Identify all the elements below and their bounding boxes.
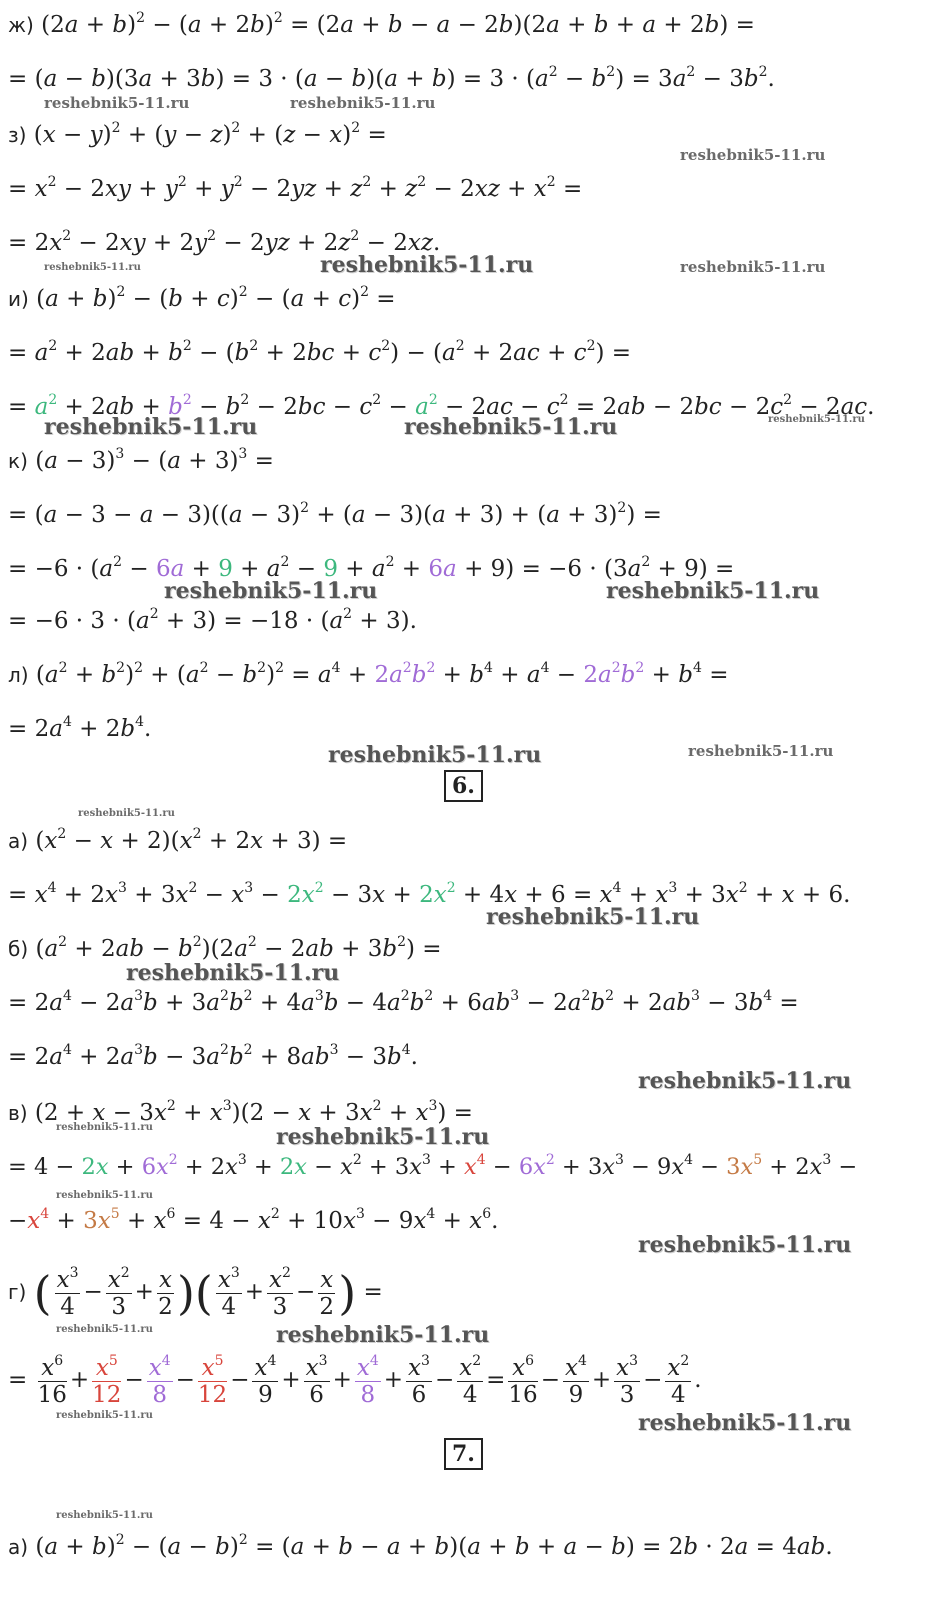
watermark: reshebnik5-11.ru <box>56 1324 153 1335</box>
line-l-2: = $2a^4 + 2b^4$. <box>8 714 152 742</box>
item-label-i: и) <box>8 287 29 311</box>
watermark: reshebnik5-11.ru <box>44 262 141 273</box>
line-v-3: $-x^4 + 3x^5 + x^6 = 4 - x^2 + 10x^3 - 9x^4 + x^6$. <box>8 1206 499 1234</box>
watermark: reshebnik5-11.ru <box>56 1190 153 1201</box>
item-label-b: б) <box>8 937 29 961</box>
line-k-2: = $(a - 3 - a - 3)((a - 3)^2 + (a - 3)(a + 3) + (a + 3)^2)$ = <box>8 500 662 528</box>
watermark: reshebnik5-11.ru <box>276 1322 490 1348</box>
watermark: reshebnik5-11.ru <box>56 1410 153 1421</box>
section-number-6: 6. <box>444 770 483 802</box>
watermark: reshebnik5-11.ru <box>276 1124 490 1150</box>
line-k-4: = $-6 \cdot 3 \cdot (a^2 + 3) = -18 \cdot (a^2 + 3)$. <box>8 606 417 634</box>
line-a-1: а) $(x^2 - x + 2)(x^2 + 2x + 3)$ = <box>8 826 348 854</box>
watermark: reshebnik5-11.ru <box>638 1068 852 1094</box>
watermark: reshebnik5-11.ru <box>78 808 175 819</box>
line-g-2: = $\frac{x^6}{16}$ + $\frac{x^5}{12}$ − $\frac{x^4}{8}$ − $\frac{x^5}{12}$ − $\frac{x^4}{9}$ + $\frac{x^3}{6}$ + $\frac{x^4}{8}$ + $\frac{x^3}{6}$ − $\frac{x^2}{4}$ = $\frac{x^6}{16}$ − $\frac{x^4}{9}$ + $\frac{x^3}{3}$ − $\frac{x^2}{4}$ . <box>8 1352 702 1408</box>
line-z-2: = $x^2 - 2xy + y^2 + y^2 - 2yz + z^2 + z^2 - 2xz + x^2$ = <box>8 174 583 202</box>
line-a7-1: а) $(a + b)^2 - (a - b)^2 = (a + b - a + b)(a + b + a - b) = 2b \cdot 2a = 4ab$. <box>8 1532 833 1560</box>
line-i-1: и) $(a + b)^2 - (b + c)^2 - (a + c)^2$ = <box>8 284 396 312</box>
item-label-l: л) <box>8 663 29 687</box>
line-z-3: = $2x^2 - 2xy + 2y^2 - 2yz + 2z^2 - 2xz$. <box>8 228 441 256</box>
watermark: reshebnik5-11.ru <box>486 904 700 930</box>
line-i-2: = $a^2 + 2ab + b^2 - (b^2 + 2bc + c^2) - (a^2 + 2ac + c^2)$ = <box>8 338 632 366</box>
item-label-v: в) <box>8 1101 28 1125</box>
item-label-z: з) <box>8 123 27 147</box>
line-b-2: = $2a^4 - 2a^3b + 3a^2b^2 + 4a^3b - 4a^2b^2 + 6ab^3 - 2a^2b^2 + 2ab^3 - 3b^4$ = <box>8 988 799 1016</box>
watermark: reshebnik5-11.ru <box>688 742 834 760</box>
section-number-7: 7. <box>444 1438 483 1470</box>
watermark: reshebnik5-11.ru <box>56 1122 153 1133</box>
watermark: reshebnik5-11.ru <box>320 252 534 278</box>
item-label-a7: а) <box>8 1535 29 1559</box>
item-label-a: а) <box>8 829 29 853</box>
watermark: reshebnik5-11.ru <box>44 94 190 112</box>
watermark: reshebnik5-11.ru <box>404 414 618 440</box>
line-zh-1: ж) $(2a + b)^2 - (a + 2b)^2 = (2a + b - a - 2b)(2a + b + a + 2b)$ = <box>8 10 755 38</box>
watermark: reshebnik5-11.ru <box>328 742 542 768</box>
item-label-zh: ж) <box>8 13 34 37</box>
watermark: reshebnik5-11.ru <box>44 414 258 440</box>
watermark: reshebnik5-11.ru <box>680 146 826 164</box>
watermark: reshebnik5-11.ru <box>606 578 820 604</box>
line-v-1: в) $(2 + x - 3x^2 + x^3)(2 - x + 3x^2 + x^3)$ = <box>8 1098 473 1126</box>
line-i-3: = $a^2 + 2ab + b^2 - b^2 - 2bc - c^2 - a^2 - 2ac - c^2 = 2ab - 2bc - 2c^2 - 2ac$. <box>8 392 875 420</box>
watermark: reshebnik5-11.ru <box>638 1232 852 1258</box>
line-z-1: з) $(x - y)^2 + (y - z)^2 + (z - x)^2$ = <box>8 120 387 148</box>
watermark: reshebnik5-11.ru <box>56 1510 153 1521</box>
line-l-1: л) $(a^2 + b^2)^2 + (a^2 - b^2)^2 = a^4 + 2a^2b^2 + b^4 + a^4 - 2a^2b^2 + b^4$ = <box>8 660 729 688</box>
line-zh-2: = $(a - b)(3a + 3b) = 3 \cdot (a - b)(a + b) = 3 \cdot (a^2 - b^2) = 3a^2 - 3b^2$. <box>8 64 775 92</box>
line-k-3: = $-6 \cdot (a^2 - 6a + 9 + a^2 - 9 + a^2 + 6a + 9) = -6 \cdot (3a^2 + 9)$ = <box>8 554 735 582</box>
line-b-3: = $2a^4 + 2a^3b - 3a^2b^2 + 8ab^3 - 3b^4$. <box>8 1042 418 1070</box>
line-g-1: г) ( $\frac{x^3}{4}$ − $\frac{x^2}{3}$ + $\frac{x}{2}$ )( $\frac{x^3}{4}$ + $\frac{x^2}{3}$ − $\frac{x}{2}$ ) = <box>8 1264 383 1320</box>
watermark: reshebnik5-11.ru <box>768 414 865 425</box>
watermark: reshebnik5-11.ru <box>638 1410 852 1436</box>
watermark: reshebnik5-11.ru <box>290 94 436 112</box>
item-label-k: к) <box>8 449 28 473</box>
line-k-1: к) $(a - 3)^3 - (a + 3)^3$ = <box>8 446 274 474</box>
line-v-2: = $4 - 2x + 6x^2 + 2x^3 + 2x - x^2 + 3x^3 + x^4 - 6x^2 + 3x^3 - 9x^4 - 3x^5 + 2x^3$ − <box>8 1152 858 1180</box>
line-b-1: б) $(a^2 + 2ab - b^2)(2a^2 - 2ab + 3b^2)$ = <box>8 934 442 962</box>
item-label-g: г) <box>8 1280 27 1304</box>
watermark: reshebnik5-11.ru <box>680 258 826 276</box>
line-a-2: = $x^4 + 2x^3 + 3x^2 - x^3 - 2x^2 - 3x + 2x^2 + 4x + 6 = x^4 + x^3 + 3x^2 + x + 6$. <box>8 880 851 908</box>
watermark: reshebnik5-11.ru <box>126 960 340 986</box>
watermark: reshebnik5-11.ru <box>164 578 378 604</box>
